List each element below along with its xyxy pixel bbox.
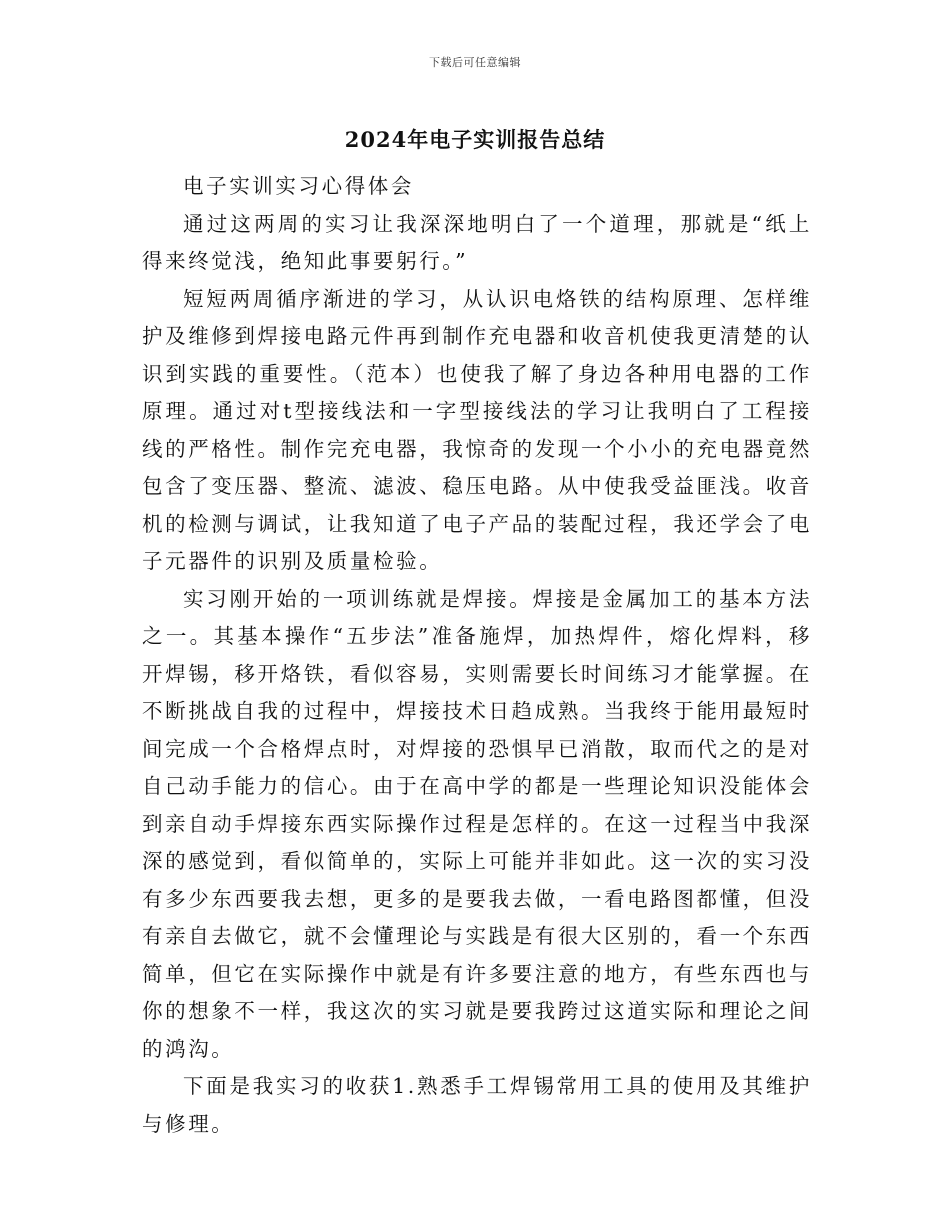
document-body	[142, 168, 812, 1143]
paragraph: 通过这两周的实习让我深深地明白了一个道理，那就是“纸上得来终觉浅，绝知此事要躬行。”	[142, 211, 812, 273]
paragraph-subtitle: 电子实训实习心得体会	[183, 174, 414, 198]
header-note: 下载后可任意编辑	[429, 56, 521, 69]
paragraph: 实习刚开始的一项训练就是焊接。焊接是金属加工的基本方法之一。其基本操作“五步法”准备施焊，加热焊件，熔化焊料，移开焊锡，移开烙铁，看似容易，实则需要长时间练习才能掌握。在不断挑战自我的过程中，焊接技术日趋成熟。当我终于能用最短时间完成一个合格焊点时，对焊接的恐惧早已消散，取而代之的是对自己动手能力的信心。由于在高中学的都是一些理论知识没能体会到亲自动手焊接东西实际操作过程是怎样的。在这一过程当中我深深的感觉到，看似简单的，实际上可能并非如此。这一次的实习没有多少东西要我去想，更多的是要我去做，一看电路图都懂，但没有亲自去做它，就不会懂理论与实践是有很大区别的，看一个东西简单，但它在实际操作中就是有许多要注意的地方，有些东西也与你的想象不一样，我这次的实习就是要我跨过这道实际和理论之间的鸿沟。	[142, 586, 812, 1061]
document-title: 2024年电子实训报告总结	[344, 127, 606, 152]
paragraph: 下面是我实习的收获1.熟悉手工焊锡常用工具的使用及其维护与修理。	[142, 1074, 812, 1136]
paragraph: 短短两周循序渐进的学习，从认识电烙铁的结构原理、怎样维护及维修到焊接电路元件再到制作充电器和收音机使我更清楚的认识到实践的重要性。（范本）也使我了解了身边各种用电器的工作原理。通过对t型接线法和一字型接线法的学习让我明白了工程接线的严格性。制作完充电器，我惊奇的发现一个小小的充电器竟然包含了变压器、整流、滤波、稳压电路。从中使我受益匪浅。收音机的检测与调试，让我知道了电子产品的装配过程，我还学会了电子元器件的识别及质量检验。	[142, 286, 812, 573]
